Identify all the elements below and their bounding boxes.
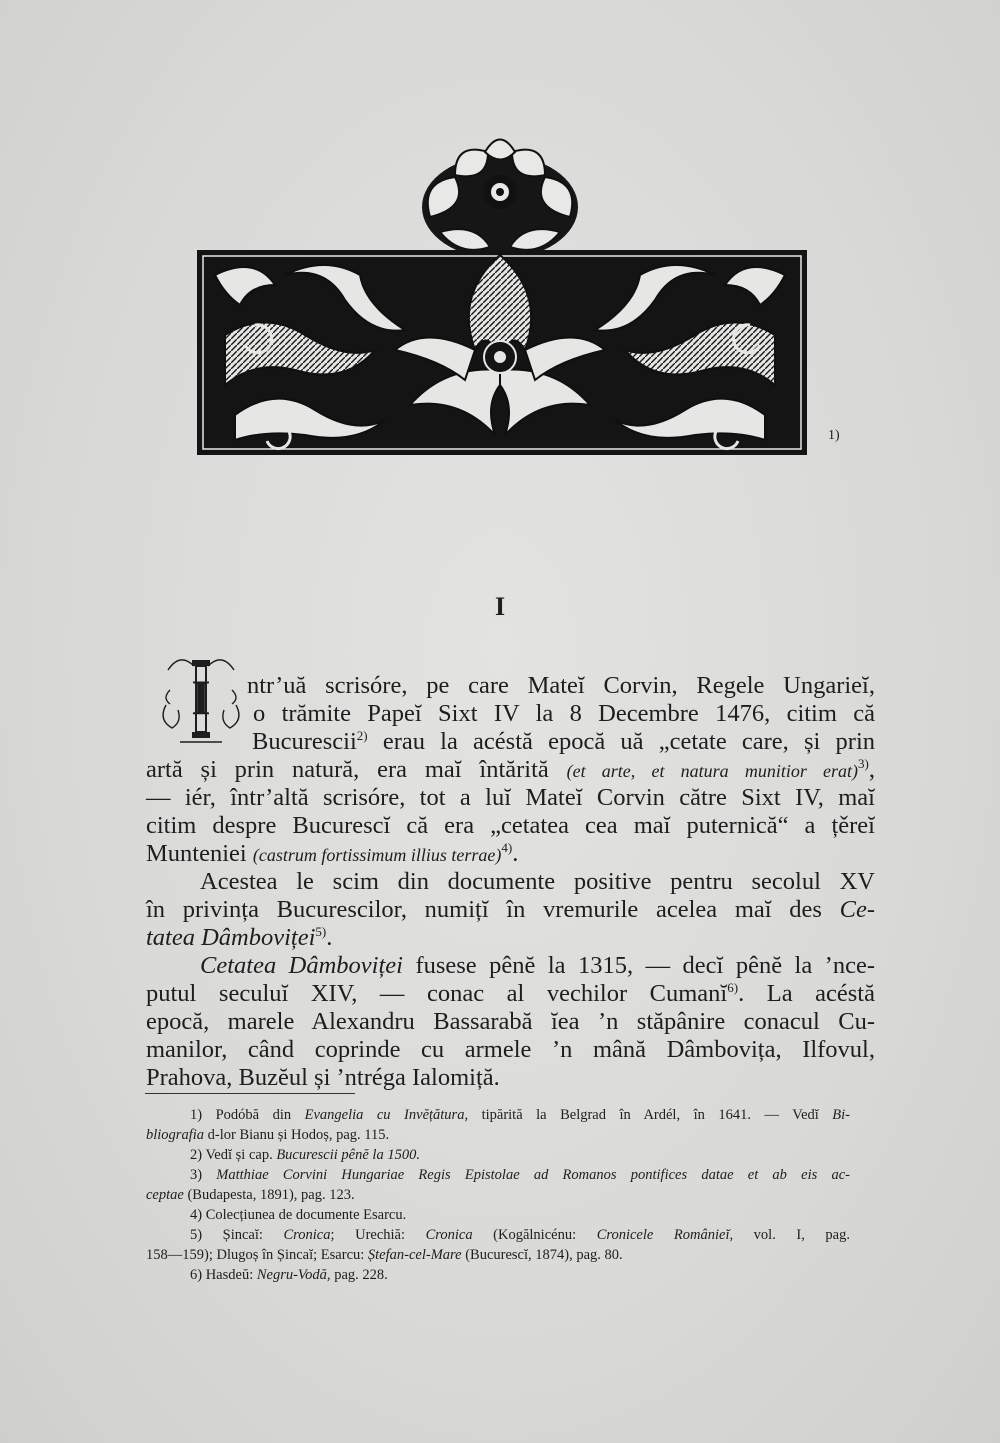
footnote-line (190, 1266, 388, 1284)
text-span: ; Urechiă: (330, 1227, 426, 1243)
italic-span: Cronica (283, 1227, 331, 1243)
italic-span: Cronicele Româniеĭ, (596, 1227, 734, 1243)
initial-letter: I (191, 669, 211, 725)
text-span: . La acéstă (738, 980, 875, 1007)
italic-span: (et arte, et natura munitior erat) (566, 761, 859, 781)
italic-span: tatea Dâmboviței (146, 924, 316, 951)
text-span: citim despre Bucurescĭ că era „cetatea cea maĭ puternică“ a țěreĭ (146, 812, 875, 839)
body-line (200, 952, 875, 980)
body-line (146, 896, 875, 924)
text-span: d-lor Bianu și Hodoș, pag. 115. (204, 1127, 390, 1143)
italic-span: Cronica (425, 1227, 473, 1243)
text-span: o trămite Papeĭ Sixt IV la 8 Decembre 1476, citim că (253, 700, 875, 727)
text-span: 158—159); Dlugoș în Șincaĭ; Esarcu: (146, 1247, 368, 1263)
italic-span: Ce- (839, 896, 875, 923)
footnote-ref: 3) (858, 756, 869, 771)
footnote-ref: 4) (501, 840, 513, 855)
italic-span: bliografia (146, 1127, 205, 1143)
text-span: fusese pênĕ la 1315, — decĭ pênĕ la ’nce- (402, 952, 875, 979)
body-line (200, 868, 875, 896)
footnote-separator (145, 1093, 355, 1094)
text-span: vol. I, pag. (733, 1227, 850, 1243)
body-line (146, 1036, 875, 1064)
text-span: Munteniei (146, 840, 253, 867)
footnote-line (190, 1106, 850, 1124)
italic-span: ceptae (146, 1187, 184, 1203)
footnote-line (146, 1246, 623, 1264)
text-span: erau la acéstă epocă uă „cetate care, și prin (367, 728, 875, 755)
italic-span: (castrum fortissimum illius terrae) (252, 845, 502, 865)
body-line (146, 1064, 500, 1092)
text-span: Acestea le scim din documente positive pentru secolul XV (200, 868, 875, 895)
text-span: Prahova, Buzĕul și ’ntrégа Ialomiță. (146, 1064, 500, 1091)
ornament-footnote-marker: 1) (828, 428, 840, 443)
italic-span: Bi- (832, 1107, 850, 1123)
text-span: 4) Colecțiunea de documente Esarcu. (190, 1207, 407, 1223)
text-span: (Kogălnicénu: (472, 1227, 597, 1243)
body-line (253, 700, 875, 728)
text-span: în privința Bucurescilor, numițĭ în vremurile acelea maĭ des (146, 896, 840, 923)
italic-span: Bucurescii pênĕ la 1500. (276, 1147, 420, 1163)
text-span: . (326, 924, 333, 951)
text-span: 1) Podóbă din (190, 1107, 305, 1123)
footnote-line (190, 1206, 406, 1224)
footnote-line (190, 1226, 850, 1244)
italic-span: Evangelia cu Invĕțătura, (304, 1107, 469, 1123)
footnote-line (146, 1186, 355, 1204)
text-span: manilor, când coprinde cu armele ’n mână Dâmbovița, Ilfovul, (146, 1036, 875, 1063)
italic-span: Cetatea Dâmboviței (200, 952, 403, 979)
text-span: tipărită la Belgrad în Ardél, în 1641. — Vedĭ (468, 1107, 833, 1123)
text-span: pag. 228. (330, 1267, 388, 1283)
body-line (247, 672, 875, 700)
footnote-ref: 6) (727, 980, 739, 995)
body-line (146, 756, 875, 785)
body-line (146, 924, 332, 952)
body-line (146, 1008, 875, 1036)
text-span: putul seculuĭ XIV, — conac al vechilor Cumanĭ (146, 980, 728, 1007)
text-span: ntr’uă scrisóre, pe care Mateĭ Corvin, Regele Ungarieĭ, (247, 672, 875, 699)
decorated-initial (160, 650, 242, 750)
body-line (252, 728, 875, 756)
woodcut-ornament (195, 135, 810, 460)
italic-span: Negru-Vodă, (256, 1267, 331, 1283)
body-line (146, 840, 518, 869)
text-span: (Budapesta, 1891), pag. 123. (183, 1187, 355, 1203)
footnote-line (190, 1166, 850, 1184)
body-line (146, 784, 875, 812)
flower-crown (422, 140, 578, 266)
text-span: 2) Vedĭ și cap. (190, 1147, 277, 1163)
text-span: (Bucurescĭ, 1874), pag. 80. (461, 1247, 623, 1263)
chapter-number: I (494, 592, 506, 621)
text-span: , (868, 756, 876, 783)
footnote-line (146, 1126, 389, 1144)
text-span: Bucurescii (252, 728, 357, 755)
text-span: artă și prin natură, era maĭ întărită (146, 756, 567, 783)
italic-span: Ștefan-cel-Mare (367, 1247, 462, 1263)
text-span: . (512, 840, 519, 867)
body-line (146, 812, 875, 840)
text-span: 3) (190, 1167, 217, 1183)
italic-span: Matthiae Corvini Hungariae Regis Epistolae ad Romanos pontifices datae et ab eis ac- (216, 1167, 850, 1183)
footnote-ref: 5) (315, 924, 327, 939)
body-line (146, 980, 875, 1008)
footnote-line (190, 1146, 420, 1164)
text-span: — iér, într’altă scrisóre, tot a luĭ Mateĭ Corvin către Sixt IV, maĭ (146, 784, 875, 811)
text-span: 5) Șincaĭ: (190, 1227, 284, 1243)
text-span: 6) Hasdeŭ: (190, 1267, 257, 1283)
text-span: epocă, marele Alexandru Bassarabă ĭea ’n stăpânire conacul Cu- (146, 1008, 875, 1035)
footnote-ref: 2) (356, 728, 368, 743)
